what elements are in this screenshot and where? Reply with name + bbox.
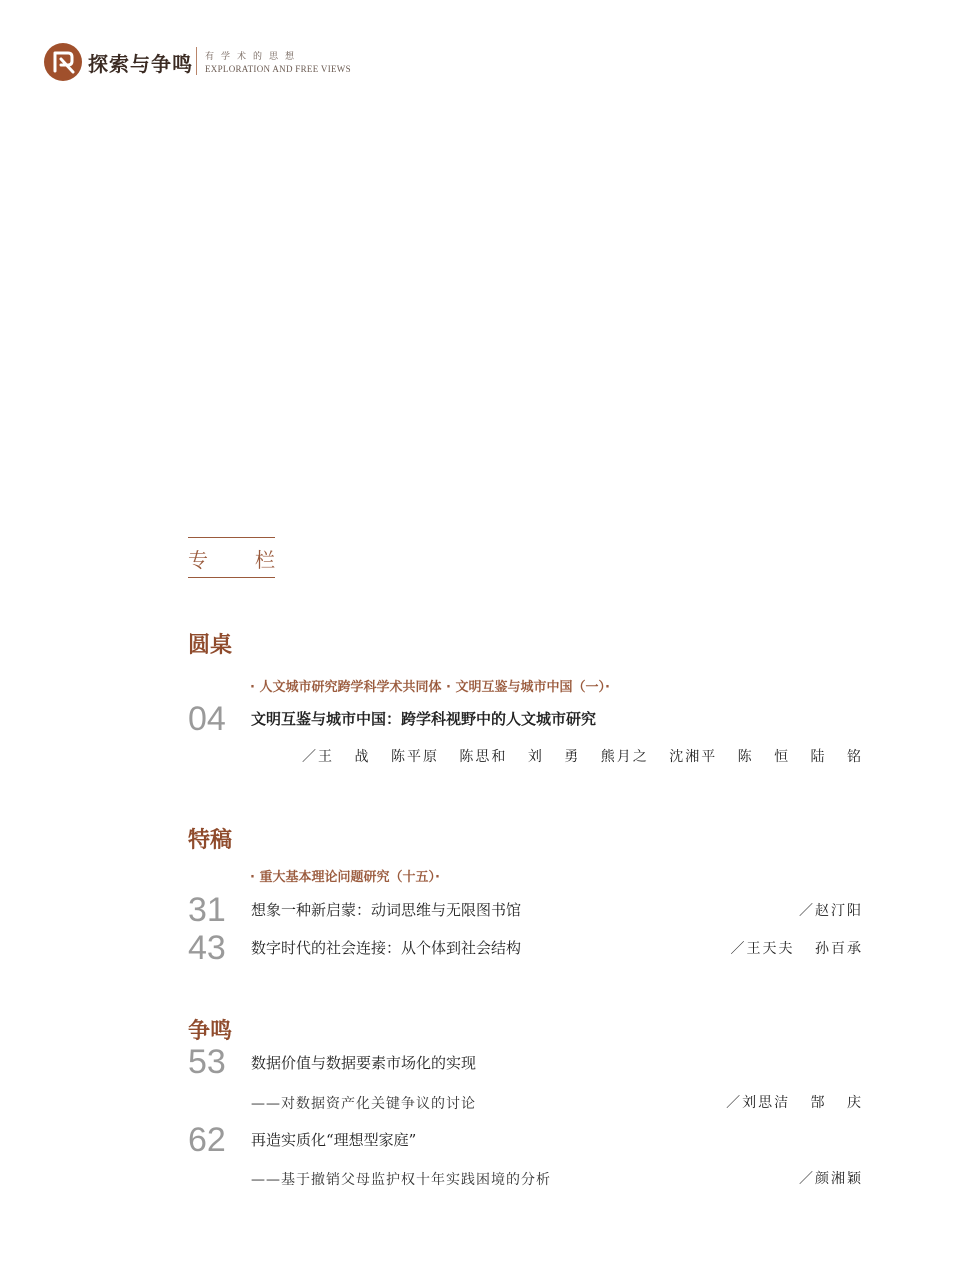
- article-authors: ／颜湘颖: [799, 1171, 863, 1187]
- article-authors: ／刘思洁 郜 庆: [726, 1095, 863, 1111]
- column-rule-bottom: [188, 577, 275, 578]
- series-label: · 人文城市研究跨学科学术共同体 · 文明互鉴与城市中国（一）·: [250, 680, 610, 695]
- article-subtitle: ——基于撤销父母监护权十年实践困境的分析: [251, 1172, 551, 1188]
- article-title[interactable]: 数字时代的社会连接：从个体到社会结构: [251, 939, 522, 957]
- section-title: 圆桌: [188, 633, 233, 658]
- logo-mark-icon: [44, 43, 82, 81]
- page-number: 62: [188, 1121, 226, 1159]
- series-label: · 重大基本理论问题研究（十五）·: [250, 870, 440, 885]
- article-authors: ／王 战 陈平原 陈思和 刘 勇 熊月之 沈湘平 陈 恒 陆 铭: [302, 749, 863, 765]
- section-title: 争鸣: [188, 1019, 233, 1044]
- article-authors: ／赵汀阳: [799, 903, 863, 919]
- page-number: 04: [188, 700, 226, 738]
- logo-divider: [196, 47, 197, 75]
- logo-name: 探索与争鸣: [88, 52, 193, 76]
- column-label: [188, 544, 275, 573]
- section-title: 特稿: [188, 828, 233, 853]
- article-authors: ／王天夫 孙百承: [730, 941, 863, 957]
- page-number: 31: [188, 891, 226, 929]
- article-title[interactable]: 数据价值与数据要素市场化的实现: [251, 1054, 477, 1072]
- column-label-text: 专 栏: [188, 548, 275, 572]
- article-subtitle: ——对数据资产化关键争议的讨论: [251, 1096, 476, 1112]
- article-title[interactable]: 想象一种新启蒙：动词思维与无限图书馆: [251, 901, 522, 919]
- article-title[interactable]: 再造实质化“理想型家庭”: [251, 1131, 417, 1149]
- tagline-en: EXPLORATION AND FREE VIEWS: [205, 64, 351, 74]
- page-number: 43: [188, 929, 226, 967]
- article-title[interactable]: 文明互鉴与城市中国：跨学科视野中的人文城市研究: [251, 710, 597, 728]
- column-rule-top: [188, 537, 275, 538]
- page-number: 53: [188, 1043, 226, 1081]
- tagline-cn: 有学术的思想: [205, 52, 302, 62]
